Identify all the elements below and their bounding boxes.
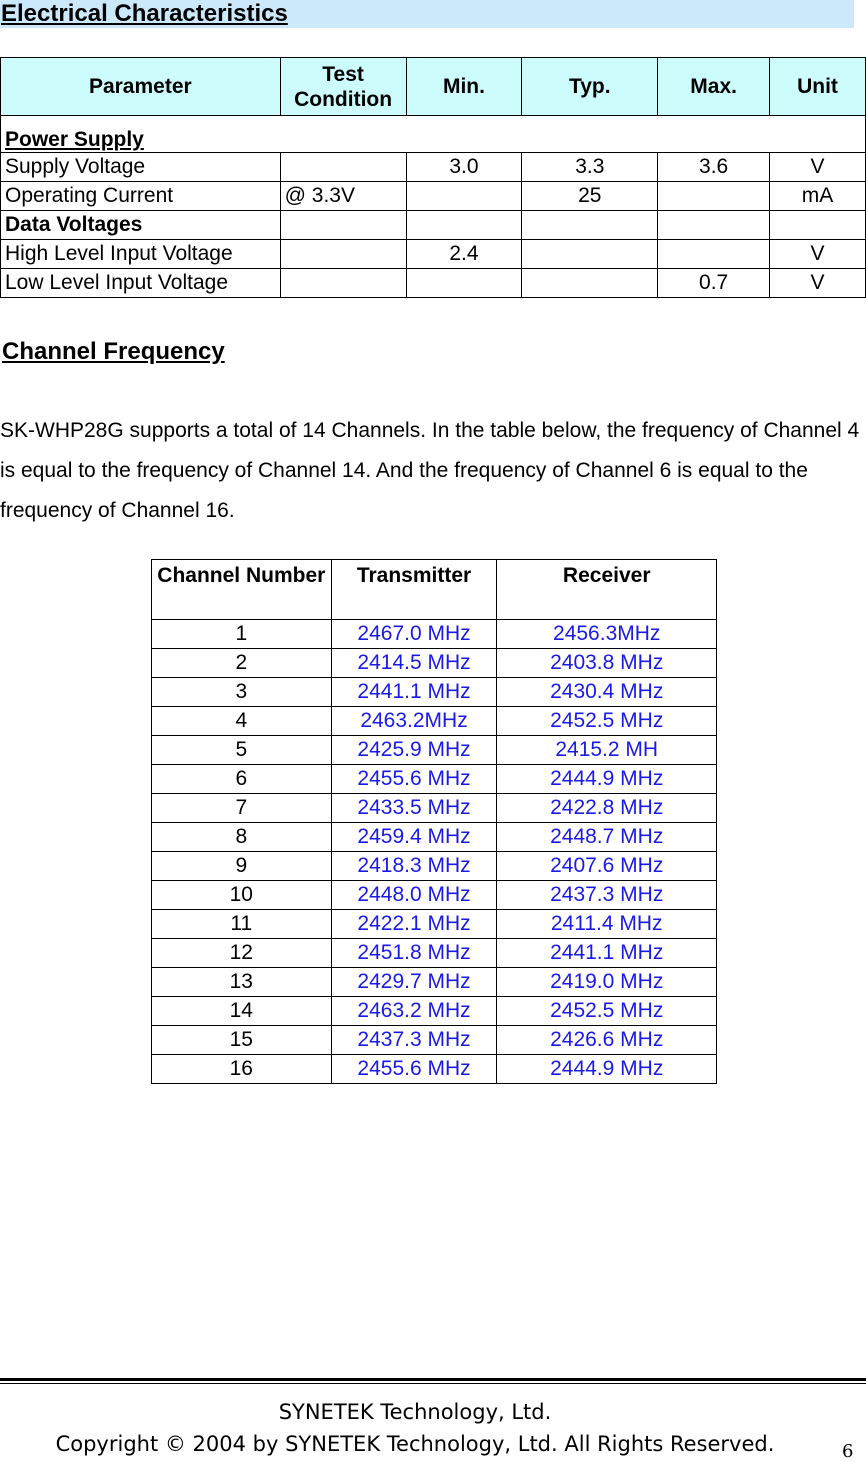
receiver-cell: 2452.5 MHz: [497, 997, 717, 1026]
table-cell: 25: [522, 182, 658, 211]
transmitter-cell: 2459.4 MHz: [331, 823, 497, 852]
table-cell: V: [770, 269, 866, 298]
transmitter-cell: 2437.3 MHz: [331, 1026, 497, 1055]
table-row: [1, 211, 866, 240]
table-cell: Supply Voltage: [1, 153, 281, 182]
channel-number-cell: 16: [152, 1055, 332, 1084]
transmitter-cell: 2463.2 MHz: [331, 997, 497, 1026]
power-supply-label: Power Supply: [1, 116, 866, 153]
table-cell: 2.4: [406, 240, 522, 269]
table-cell: [522, 269, 658, 298]
table-row: [152, 1026, 717, 1055]
footer-company: SYNETEK Technology, Ltd.: [278, 1400, 552, 1424]
transmitter-cell: 2467.0 MHz: [331, 620, 497, 649]
table-cell: [658, 211, 770, 240]
table-row: [1, 269, 866, 298]
table-cell: [280, 153, 406, 182]
receiver-cell: 2430.4 MHz: [497, 678, 717, 707]
receiver-cell: 2444.9 MHz: [497, 765, 717, 794]
transmitter-cell: 2441.1 MHz: [331, 678, 497, 707]
footer-copyright: Copyright © 2004 by SYNETEK Technology, Ltd. All Rights Reserved.: [55, 1432, 775, 1456]
table-row: [152, 707, 717, 736]
receiver-cell: 2448.7 MHz: [497, 823, 717, 852]
table-header-row: [1, 58, 866, 116]
table-cell: [280, 240, 406, 269]
table-cell: [658, 240, 770, 269]
table-cell: Data Voltages: [1, 211, 281, 240]
column-header: Test Condition: [280, 58, 406, 116]
table-cell: [522, 211, 658, 240]
channel-frequency-table: [151, 559, 717, 1084]
table-cell: [770, 211, 866, 240]
transmitter-cell: 2425.9 MHz: [331, 736, 497, 765]
table-cell: High Level Input Voltage: [1, 240, 281, 269]
channel-number-cell: 6: [152, 765, 332, 794]
channel-number-cell: 12: [152, 939, 332, 968]
channel-number-cell: 5: [152, 736, 332, 765]
column-header: Typ.: [522, 58, 658, 116]
table-row: [152, 1055, 717, 1084]
table-cell: [522, 240, 658, 269]
receiver-cell: 2444.9 MHz: [497, 1055, 717, 1084]
transmitter-cell: 2422.1 MHz: [331, 910, 497, 939]
electrical-characteristics-table: [0, 57, 866, 298]
table-row: [152, 823, 717, 852]
channel-number-cell: 15: [152, 1026, 332, 1055]
transmitter-cell: 2414.5 MHz: [331, 649, 497, 678]
table-cell: 0.7: [658, 269, 770, 298]
power-supply-row: [1, 116, 866, 153]
table-cell: [406, 269, 522, 298]
table-row: [1, 182, 866, 211]
page-number: 6: [842, 1441, 854, 1462]
table-cell: mA: [770, 182, 866, 211]
table-row: [152, 794, 717, 823]
transmitter-cell: 2433.5 MHz: [331, 794, 497, 823]
transmitter-cell: 2455.6 MHz: [331, 1055, 497, 1084]
table-cell: Low Level Input Voltage: [1, 269, 281, 298]
column-header: Min.: [406, 58, 522, 116]
table-cell: [406, 211, 522, 240]
receiver-cell: 2407.6 MHz: [497, 852, 717, 881]
column-header: Unit: [770, 58, 866, 116]
column-header: Transmitter: [331, 560, 497, 620]
table-cell: 3.6: [658, 153, 770, 182]
table-row: [152, 881, 717, 910]
receiver-cell: 2422.8 MHz: [497, 794, 717, 823]
table-row: [152, 620, 717, 649]
receiver-cell: 2403.8 MHz: [497, 649, 717, 678]
receiver-cell: 2411.4 MHz: [497, 910, 717, 939]
table-cell: [658, 182, 770, 211]
transmitter-cell: 2451.8 MHz: [331, 939, 497, 968]
table-row: [152, 765, 717, 794]
channel-number-cell: 2: [152, 649, 332, 678]
table-cell: @ 3.3V: [280, 182, 406, 211]
receiver-cell: 2437.3 MHz: [497, 881, 717, 910]
channel-number-cell: 11: [152, 910, 332, 939]
receiver-cell: 2426.6 MHz: [497, 1026, 717, 1055]
table-row: [152, 736, 717, 765]
transmitter-cell: 2418.3 MHz: [331, 852, 497, 881]
channel-rows: [152, 620, 717, 1084]
table-header-row: [152, 560, 717, 620]
channel-number-cell: 9: [152, 852, 332, 881]
column-header: Parameter: [1, 58, 281, 116]
footer-rule: [0, 1383, 866, 1384]
channel-number-cell: 10: [152, 881, 332, 910]
receiver-cell: 2415.2 MH: [497, 736, 717, 765]
table-cell: Operating Current: [1, 182, 281, 211]
footer-rule: [0, 1378, 866, 1381]
column-header: Channel Number: [152, 560, 332, 620]
channel-number-cell: 7: [152, 794, 332, 823]
description-paragraph: SK-WHP28G supports a total of 14 Channels. In the table below, the frequency of Channel 4 is equal to the frequency of Channel 14. And the frequency of Channel 6 is equal to the frequency of Channel 16.: [0, 419, 860, 522]
table-row: [152, 939, 717, 968]
transmitter-cell: 2455.6 MHz: [331, 765, 497, 794]
channel-number-cell: 1: [152, 620, 332, 649]
table-cell: 3.0: [406, 153, 522, 182]
table-cell: [280, 269, 406, 298]
table-cell: 3.3: [522, 153, 658, 182]
table-row: [152, 997, 717, 1026]
table-row: [152, 852, 717, 881]
table-row: [152, 968, 717, 997]
transmitter-cell: 2448.0 MHz: [331, 881, 497, 910]
receiver-cell: 2419.0 MHz: [497, 968, 717, 997]
column-header: Max.: [658, 58, 770, 116]
channel-number-cell: 4: [152, 707, 332, 736]
table-cell: [280, 211, 406, 240]
transmitter-cell: 2429.7 MHz: [331, 968, 497, 997]
receiver-cell: 2452.5 MHz: [497, 707, 717, 736]
receiver-cell: 2456.3MHz: [497, 620, 717, 649]
table-cell: V: [770, 240, 866, 269]
channel-number-cell: 13: [152, 968, 332, 997]
transmitter-cell: 2463.2MHz: [331, 707, 497, 736]
receiver-cell: 2441.1 MHz: [497, 939, 717, 968]
column-header: Receiver: [497, 560, 717, 620]
table-row: [1, 153, 866, 182]
table-row: [1, 240, 866, 269]
table-row: [152, 649, 717, 678]
channel-number-cell: 8: [152, 823, 332, 852]
table-row: [152, 678, 717, 707]
electrical-rows: [1, 153, 866, 298]
channel-number-cell: 3: [152, 678, 332, 707]
channel-frequency-heading: Channel Frequency: [2, 338, 225, 365]
channel-number-cell: 14: [152, 997, 332, 1026]
section-title: Electrical Characteristics: [1, 0, 288, 27]
table-cell: V: [770, 153, 866, 182]
table-row: [152, 910, 717, 939]
table-cell: [406, 182, 522, 211]
